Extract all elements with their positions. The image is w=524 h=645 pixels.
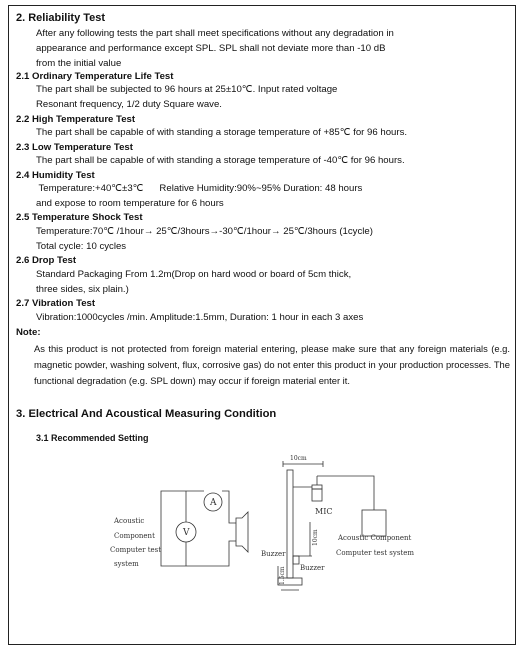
subsection-text: The part shall be capable of with standing a storage temperature of +85℃ for 96 hours.	[36, 127, 408, 138]
ammeter-label: A	[210, 498, 217, 508]
circuit-wire	[161, 536, 236, 566]
buzzer-holder	[293, 556, 299, 564]
fixture-stand	[287, 470, 293, 578]
section-2-intro-line: appearance and performance except SPL. SPL shall not deviate more than -10 dB	[36, 43, 386, 54]
subsection-title: 2.1 Ordinary Temperature Life Test	[16, 71, 174, 82]
left-label: Computer test	[110, 546, 162, 554]
subsection-title: 2.5 Temperature Shock Test	[16, 212, 143, 223]
mic-cable	[317, 476, 374, 510]
dimension-label: 10cm	[290, 455, 307, 462]
subsection-text: Temperature:+40℃±3℃ Relative Humidity:90%~95% Duration: 48 hours	[36, 183, 363, 194]
subsection-text: Standard Packaging From 1.2m(Drop on hard wood or board of 5cm thick,	[36, 269, 352, 280]
dimension-label: 10cm	[312, 529, 319, 546]
subsection-title: 3.1 Recommended Setting	[36, 433, 149, 443]
note-paragraph: As this product is not protected from foreign material entering, please make sure that any foreign materials (e.g. magnetic powder, washing solvent, flux, corrosive gas) do not enter this product in your production processes. The functional degradation (e.g. SPL down) may occur if foreign material enter it.	[34, 343, 510, 386]
circuit-wire	[222, 491, 236, 523]
section-2-intro-line: from the initial value	[36, 58, 122, 69]
buzzer-symbol	[236, 512, 248, 552]
subsection-title: 2.2 High Temperature Test	[16, 114, 136, 125]
subsection-text: Total cycle: 10 cycles	[36, 241, 127, 252]
subsection-title: 2.3 Low Temperature Test	[16, 142, 133, 153]
dimension-label: 1.5cm	[279, 566, 286, 585]
subsection-text: Resonant frequency, 1/2 duty Square wave.	[36, 99, 222, 110]
subsection-title: 2.4 Humidity Test	[16, 170, 95, 181]
left-label: system	[114, 560, 139, 568]
section-2-intro-line: After any following tests the part shall meet specifications without any degradation in	[36, 28, 394, 39]
subsection-text: The part shall be subjected to 96 hours at 25±10℃. Input rated voltage	[36, 84, 338, 95]
mic-box	[312, 489, 322, 501]
subsection-text: Temperature:70℃ /1hour→ 25℃/3hours→-30℃/1hour→ 25℃/3hours (1cycle)	[36, 226, 373, 237]
test-fixture	[278, 461, 386, 590]
mic-holder	[312, 485, 322, 489]
subsection-title: 2.6 Drop Test	[16, 255, 77, 266]
left-label: Acoustic	[114, 517, 145, 525]
section-3-title: 3. Electrical And Acoustical Measuring Condition	[16, 408, 277, 420]
left-label: Component	[114, 532, 155, 540]
mic-label: MIC	[315, 507, 333, 516]
subsection-title: 2.7 Vibration Test	[16, 298, 96, 309]
section-2-title: 2. Reliability Test	[16, 12, 106, 24]
subsection-text: and expose to room temperature for 6 hours	[36, 198, 224, 209]
buzzer-label: Buzzer	[261, 550, 286, 558]
right-label: Computer test system	[336, 549, 415, 557]
buzzer-label: Buzzer	[300, 564, 325, 572]
circuit-diagram	[161, 491, 248, 566]
note-label: Note:	[16, 327, 41, 338]
acoustic-component-box	[362, 510, 386, 536]
subsection-text: Vibration:1000cycles /min. Amplitude:1.5mm, Duration: 1 hour in each 3 axes	[36, 312, 364, 323]
right-label: Acoustic Component	[338, 534, 412, 542]
voltmeter-label: V	[183, 528, 190, 538]
subsection-text: The part shall be capable of with standing a storage temperature of -40℃ for 96 hours.	[36, 155, 405, 166]
subsection-text: three sides, six plain.)	[36, 284, 129, 295]
